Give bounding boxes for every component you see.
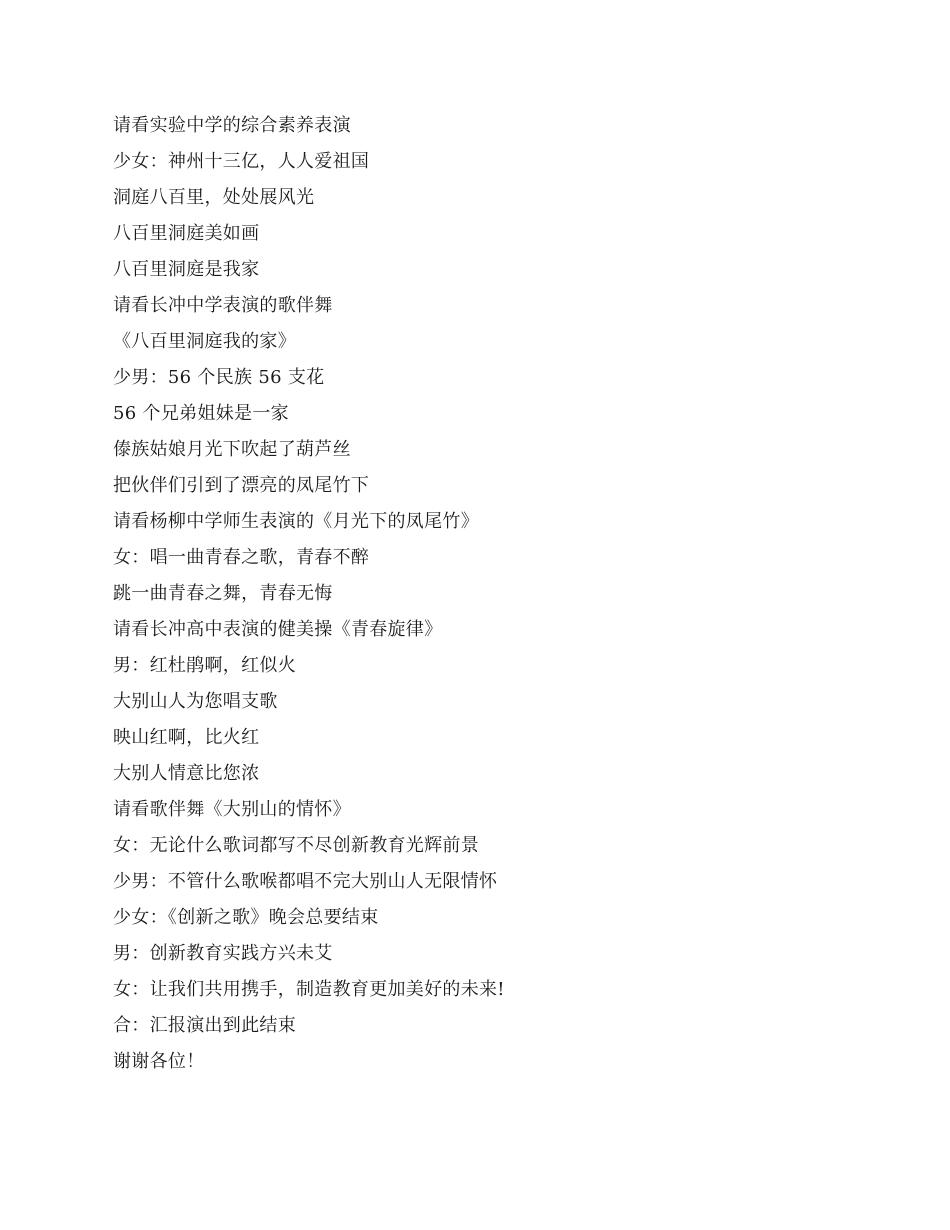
text-line: 洞庭八百里，处处展风光 [113,187,315,208]
text-line: 把伙伴们引到了漂亮的凤尾竹下 [113,475,370,496]
text-line: 少男：56 个民族 56 支花 [113,367,325,388]
text-line: 傣族姑娘月光下吹起了葫芦丝 [113,439,351,460]
text-line: 少男：不管什么歌喉都唱不完大别山人无限情怀 [113,871,498,892]
text-line: 八百里洞庭美如画 [113,223,260,244]
text-line: 合：汇报演出到此结束 [113,1015,296,1036]
text-line: 请看实验中学的综合素养表演 [113,115,351,136]
text-line: 男：创新教育实践方兴未艾 [113,943,333,964]
text-line: 跳一曲青春之舞，青春无悔 [113,583,333,604]
text-line: 《八百里洞庭我的家》 [113,331,296,352]
text-line: 请看杨柳中学师生表演的《月光下的凤尾竹》 [113,511,479,532]
text-line: 女：唱一曲青春之歌，青春不醉 [113,547,370,568]
text-line: 少女：《创新之歌》晚会总要结束 [113,907,379,928]
text-line: 女：让我们共用携手，制造教育更加美好的未来! [113,979,505,1000]
text-line: 八百里洞庭是我家 [113,259,260,280]
text-line: 少女：神州十三亿，人人爱祖国 [113,151,370,172]
text-line: 56 个兄弟姐妹是一家 [113,403,289,424]
text-line: 映山红啊，比火红 [113,727,260,748]
text-line: 男：红杜鹃啊，红似火 [113,655,296,676]
text-line: 请看长冲高中表演的健美操《青春旋律》 [113,619,443,640]
text-line: 谢谢各位！ [113,1051,205,1072]
document-body [113,108,893,1080]
text-line: 请看长冲中学表演的歌伴舞 [113,295,333,316]
text-line: 大别山人为您唱支歌 [113,691,278,712]
text-line: 请看歌伴舞《大别山的情怀》 [113,799,351,820]
text-line: 大别人情意比您浓 [113,763,260,784]
text-line: 女：无论什么歌词都写不尽创新教育光辉前景 [113,835,479,856]
